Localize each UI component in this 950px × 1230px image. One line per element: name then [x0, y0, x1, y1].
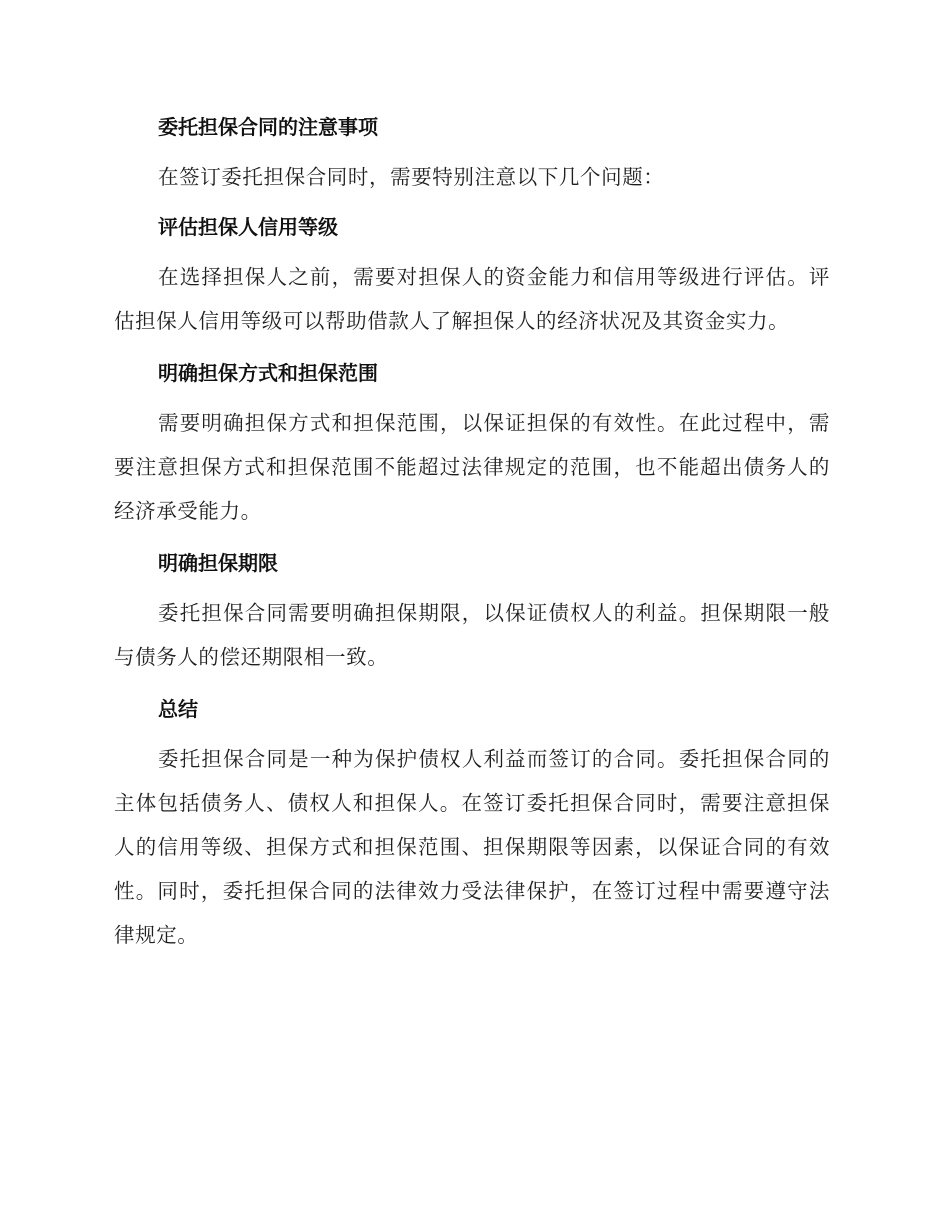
paragraph-guarantee-period: 委托担保合同需要明确担保期限，以保证债权人的利益。担保期限一般与债务人的偿还期限相一致。: [114, 601, 830, 669]
paragraph-guarantee-scope: 需要明确担保方式和担保范围，以保证担保的有效性。在此过程中，需要注意担保方式和担保范围不能超过法律规定的范围，也不能超出债务人的经济承受能力。: [114, 411, 830, 523]
section-heading-guarantee-scope: 明确担保方式和担保范围: [158, 361, 378, 385]
section-heading-credit-rating: 评估担保人信用等级: [158, 215, 338, 239]
section-heading-summary: 总结: [158, 697, 198, 721]
paragraph-intro: 在签订委托担保合同时，需要特别注意以下几个问题：: [158, 165, 665, 189]
paragraph-credit-rating: 在选择担保人之前，需要对担保人的资金能力和信用等级进行评估。评估担保人信用等级可以帮助借款人了解担保人的经济状况及其资金实力。: [114, 265, 830, 333]
document-page: [114, 108, 830, 957]
paragraph-summary: 委托担保合同是一种为保护债权人利益而签订的合同。委托担保合同的主体包括债务人、债权人和担保人。在签订委托担保合同时，需要注意担保人的信用等级、担保方式和担保范围、担保期限等因素，以保证合同的有效性。同时，委托担保合同的法律效力受法律保护，在签订过程中需要遵守法律规定。: [114, 747, 830, 947]
section-heading-guarantee-period: 明确担保期限: [158, 551, 278, 575]
section-heading-notes: 委托担保合同的注意事项: [158, 115, 378, 139]
